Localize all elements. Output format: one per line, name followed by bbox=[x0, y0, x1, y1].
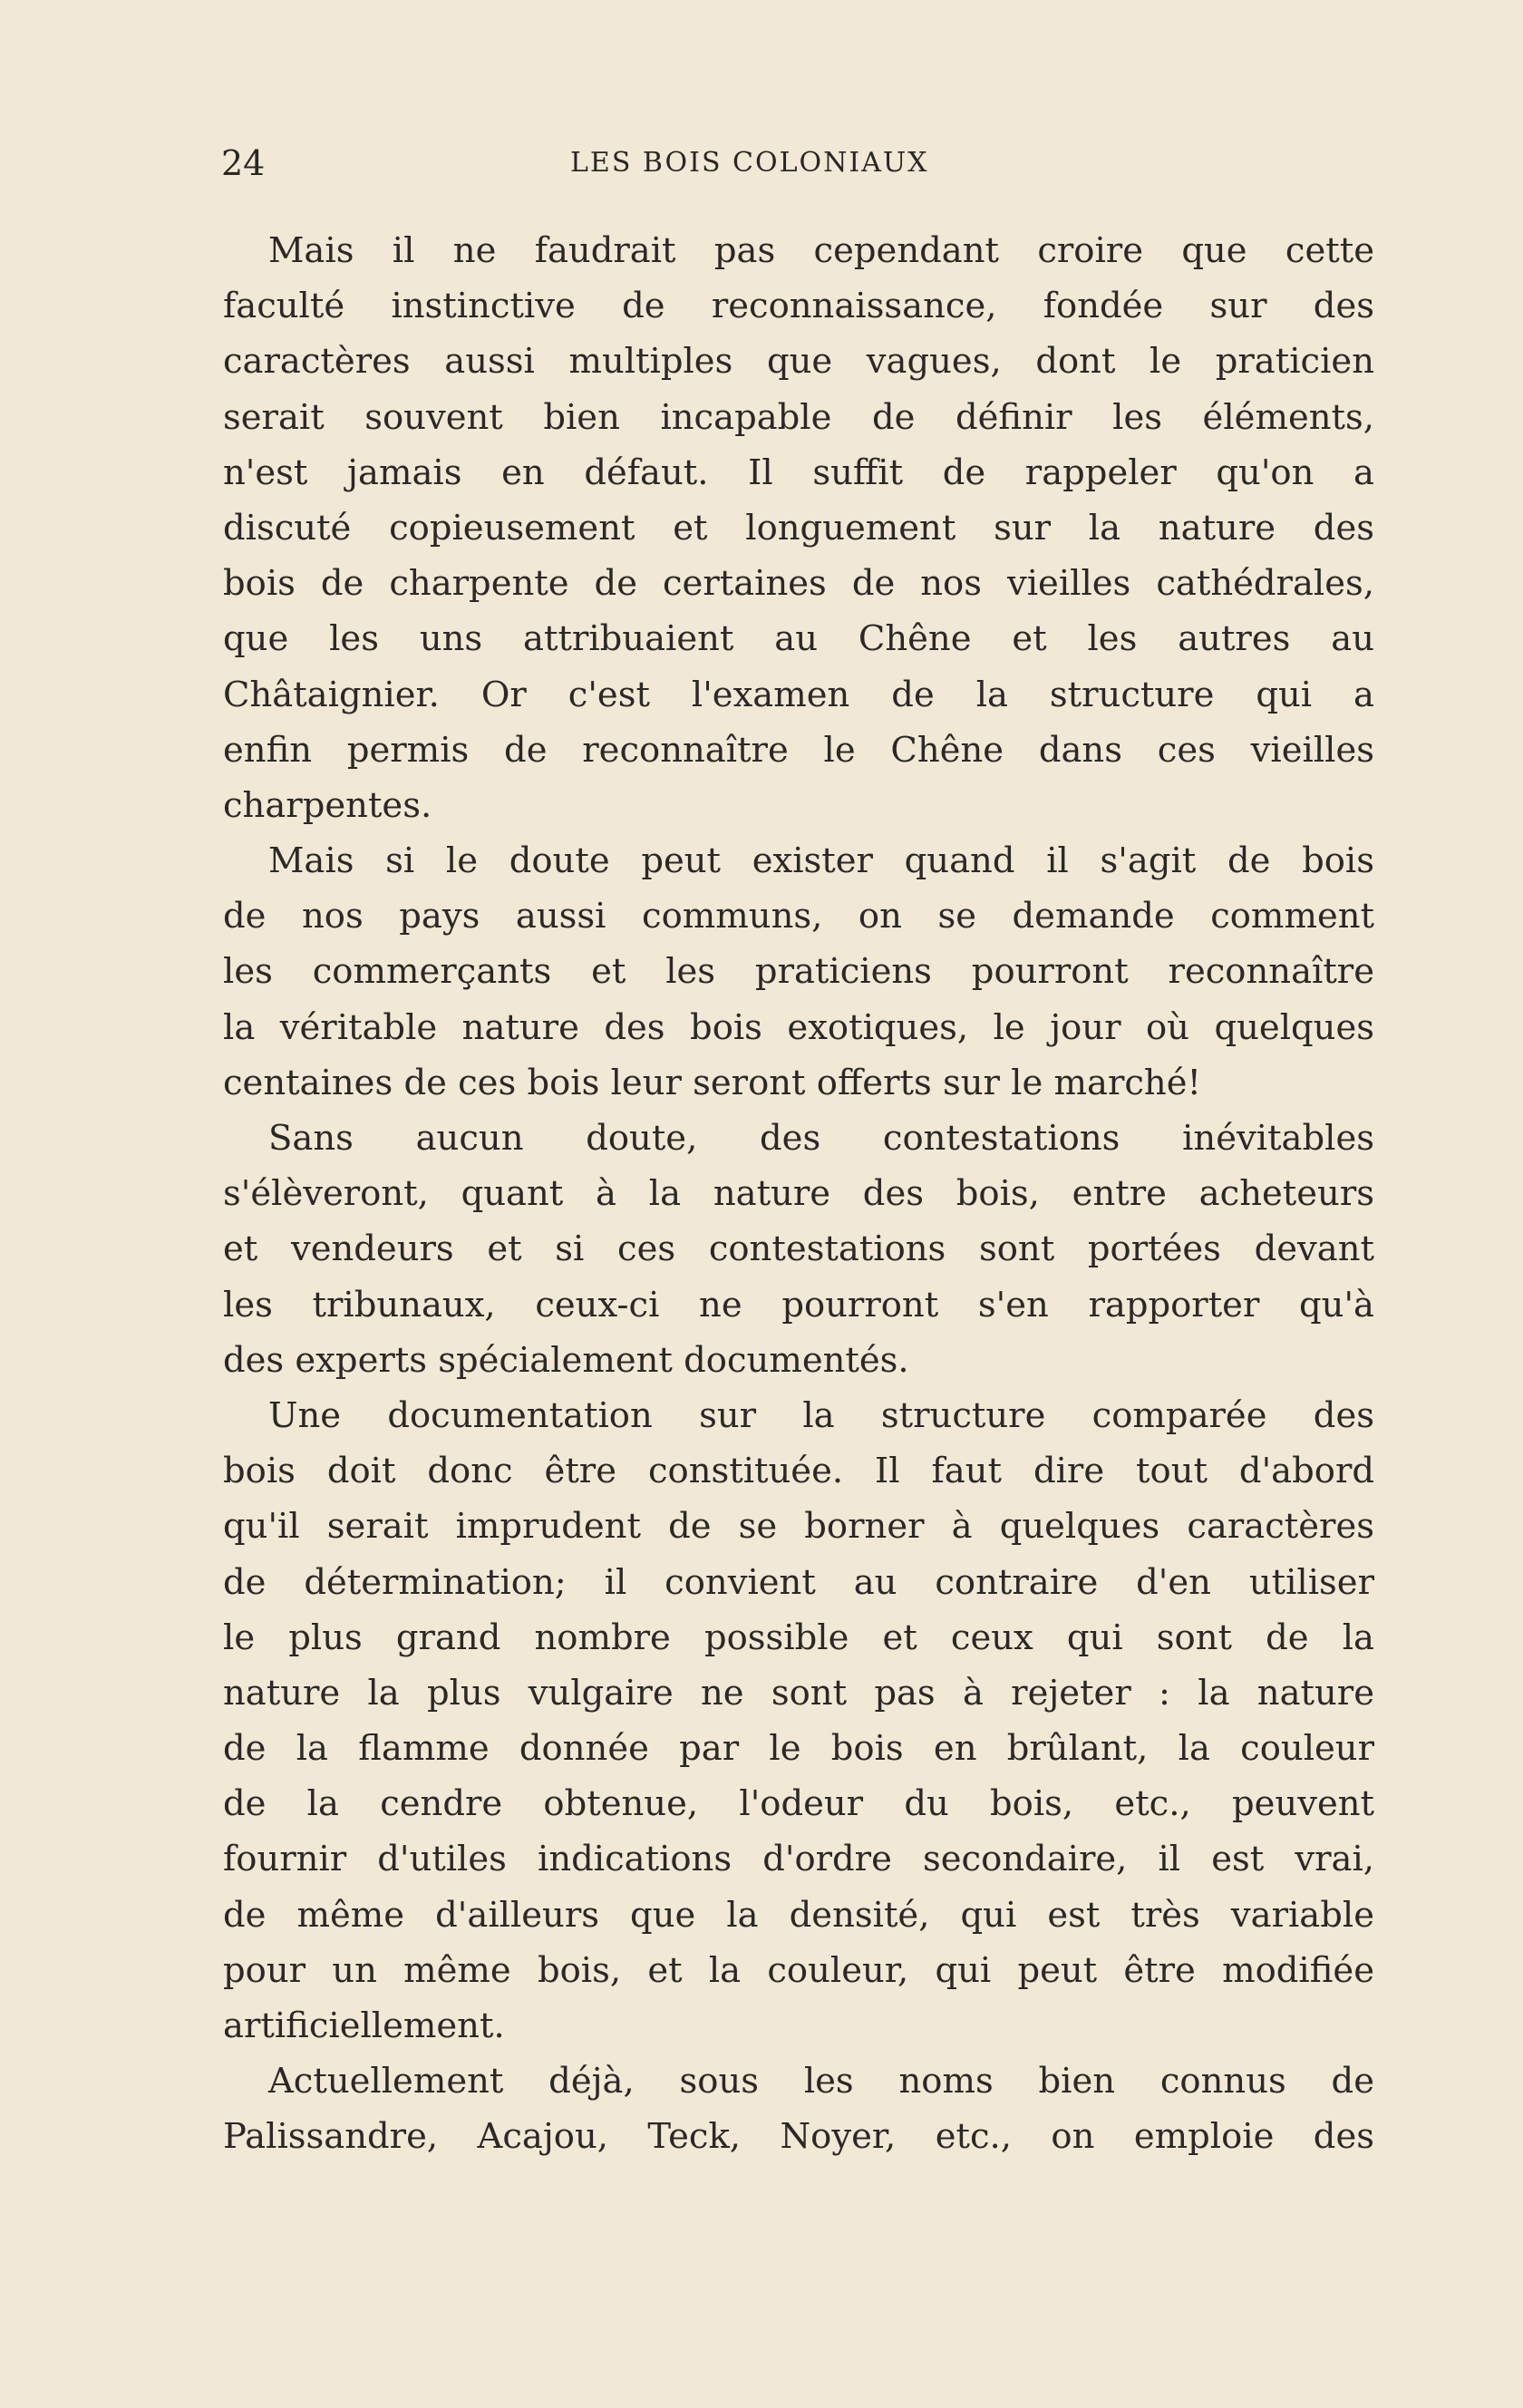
text-line: Châtaignier. Or c'est l'examen de la structure qui a bbox=[223, 674, 1374, 715]
page-number: 24 bbox=[221, 143, 266, 183]
text-line: Actuellement déjà, sous les noms bien connus de bbox=[268, 2061, 1374, 2102]
text-line: de la cendre obtenue, l'odeur du bois, etc., peuvent bbox=[223, 1783, 1374, 1825]
text-line: la véritable nature des bois exotiques, le jour où quelques bbox=[223, 1006, 1374, 1048]
text-line: nature la plus vulgaire ne sont pas à rejeter : la nature bbox=[223, 1672, 1374, 1714]
text-line: le plus grand nombre possible et ceux qui sont de la bbox=[223, 1617, 1374, 1658]
paragraph-5 bbox=[223, 2054, 1374, 2164]
text-line: les commerçants et les praticiens pourront reconnaître bbox=[223, 951, 1374, 993]
text-line: de nos pays aussi communs, on se demande comment bbox=[223, 896, 1374, 937]
text-line: centaines de ces bois leur seront offerts sur le marché! bbox=[223, 1062, 1201, 1103]
text-line: faculté instinctive de reconnaissance, fondée sur des bbox=[223, 286, 1374, 327]
paragraph-3 bbox=[223, 1111, 1374, 1388]
text-line: Mais il ne faudrait pas cependant croire que cette bbox=[268, 230, 1374, 271]
text-line: bois doit donc être constituée. Il faut dire tout d'abord bbox=[223, 1451, 1374, 1492]
paragraph-1 bbox=[223, 223, 1374, 833]
text-line: n'est jamais en défaut. Il suffit de rappeler qu'on a bbox=[223, 452, 1374, 493]
text-line: et vendeurs et si ces contestations sont portées devant bbox=[223, 1228, 1374, 1270]
text-line: serait souvent bien incapable de définir les éléments, bbox=[223, 396, 1374, 438]
text-line: artificiellement. bbox=[223, 2005, 505, 2046]
text-line: de la flamme donnée par le bois en brûlant, la couleur bbox=[223, 1728, 1374, 1770]
text-line: discuté copieusement et longuement sur la nature des bbox=[223, 507, 1374, 549]
text-line: pour un même bois, et la couleur, qui peut être modifiée bbox=[223, 1949, 1374, 1991]
paragraph-2 bbox=[223, 833, 1374, 1111]
text-line: les tribunaux, ceux-ci ne pourront s'en rapporter qu'à bbox=[223, 1284, 1374, 1325]
page-header bbox=[221, 138, 1373, 189]
text-line: des experts spécialement documentés. bbox=[223, 1339, 909, 1381]
body-text bbox=[223, 223, 1374, 2165]
text-line: Palissandre, Acajou, Teck, Noyer, etc., on emploie des bbox=[223, 2116, 1374, 2158]
text-line: que les uns attribuaient au Chêne et les autres au bbox=[223, 618, 1374, 660]
paragraph-4 bbox=[223, 1388, 1374, 2054]
text-line: enfin permis de reconnaître le Chêne dans ces vieilles bbox=[223, 729, 1374, 771]
text-line: Une documentation sur la structure comparée des bbox=[268, 1394, 1374, 1436]
text-line: bois de charpente de certaines de nos vieilles cathédrales, bbox=[223, 563, 1374, 605]
text-line: Mais si le doute peut exister quand il s'agit de bois bbox=[268, 840, 1374, 882]
text-line: s'élèveront, quant à la nature des bois, entre acheteurs bbox=[223, 1173, 1374, 1215]
text-line: de même d'ailleurs que la densité, qui est très variable bbox=[223, 1894, 1374, 1936]
text-line: qu'il serait imprudent de se borner à quelques caractères bbox=[223, 1506, 1374, 1548]
text-line: fournir d'utiles indications d'ordre secondaire, il est vrai, bbox=[223, 1839, 1374, 1880]
text-line: caractères aussi multiples que vagues, dont le praticien bbox=[223, 341, 1374, 383]
text-line: de détermination; il convient au contraire d'en utiliser bbox=[223, 1561, 1374, 1603]
text-line: Sans aucun doute, des contestations inévitables bbox=[268, 1118, 1374, 1159]
text-line: charpentes. bbox=[223, 784, 432, 826]
running-title: LES BOIS COLONIAUX bbox=[570, 147, 929, 179]
